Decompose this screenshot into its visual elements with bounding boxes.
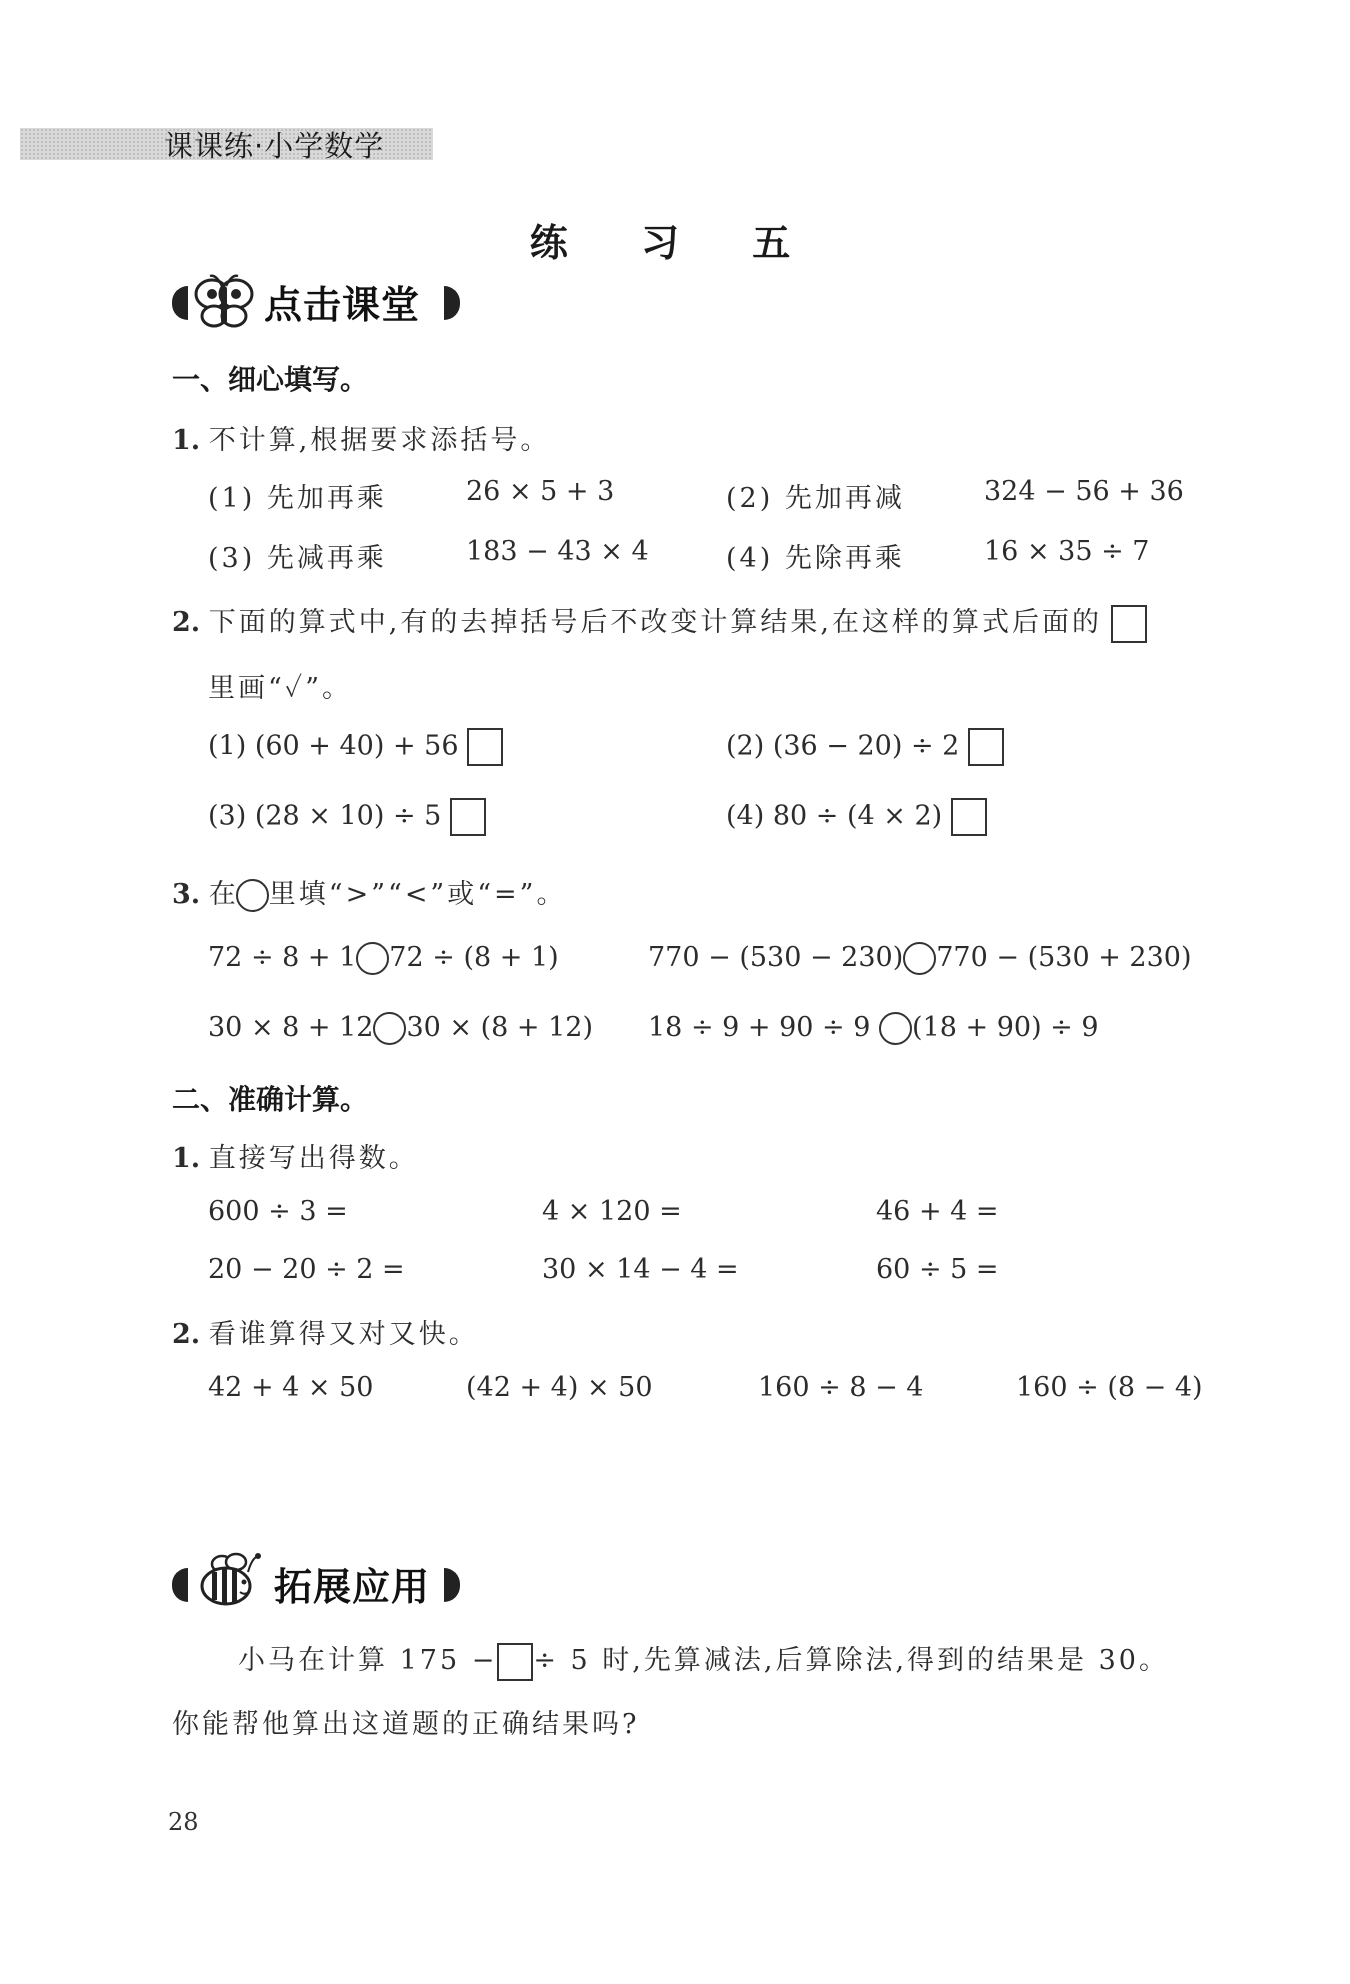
compare-pair [648,942,1192,975]
q-text-a: 在 [208,879,236,910]
q-number: 2. [172,1319,201,1350]
q-text: 直接写出得数。 [208,1143,419,1174]
calc-item: 600 ÷ 3 = [208,1196,348,1227]
part2-heading: 二、准确计算。 [172,1083,369,1116]
butterfly-icon [192,272,256,332]
p2-q2-stem [172,1312,479,1351]
badge-right-cap [444,1568,460,1602]
q2-expr: (4) 80 ÷ (4 × 2) [726,800,943,832]
compare-pair [648,1012,1099,1045]
q1-item-expr: 16 × 35 ÷ 7 [984,536,1150,567]
page-number: 28 [168,1808,199,1836]
answer-box[interactable] [1111,605,1147,643]
q1-item-expr: 324 − 56 + 36 [984,476,1184,507]
compare-circle[interactable] [903,942,936,975]
compare-left: 72 ÷ 8 + 1 [208,942,357,973]
q1-item-label: (3) 先减再乘 [208,543,387,574]
q-number: 3. [172,879,201,910]
q-number: 1. [172,1143,201,1174]
check-box[interactable] [968,728,1004,766]
calc-item: 160 ÷ 8 − 4 [758,1372,924,1403]
q-text: 不计算,根据要求添括号。 [208,425,551,456]
q1-item-label: (1) 先加再乘 [208,483,387,514]
badge-left-cap [172,286,188,320]
page-title: 练 习 五 [529,221,821,265]
q-text: 下面的算式中,有的去掉括号后不改变计算结果,在这样的算式后面的 [208,607,1102,638]
q3-stem [172,872,566,912]
badge-left-cap [172,1568,188,1602]
header-title: 课课练·小学数学 [164,129,385,163]
unknown-box[interactable] [497,1643,533,1681]
circle-icon [236,879,269,912]
q-number: 1. [172,425,201,456]
compare-right: 30 × (8 + 12) [406,1012,594,1043]
calc-item: 60 ÷ 5 = [876,1254,999,1285]
q2-item [726,798,987,836]
calc-item: 20 − 20 ÷ 2 = [208,1254,405,1285]
compare-right: 72 ÷ (8 + 1) [389,942,559,973]
q1-item-expr: 183 − 43 × 4 [466,536,649,567]
compare-pair [208,942,559,975]
calc-item: (42 + 4) × 50 [466,1372,653,1403]
compare-right: (18 + 90) ÷ 9 [912,1012,1099,1043]
compare-pair [208,1012,593,1045]
compare-circle[interactable] [879,1012,912,1045]
q-number: 2. [172,607,201,638]
calc-item: 30 × 14 − 4 = [542,1254,739,1285]
q-text: 看谁算得又对又快。 [208,1319,479,1350]
bee-icon [192,1550,264,1610]
calc-item: 42 + 4 × 50 [208,1372,374,1403]
calc-item: 160 ÷ (8 − 4) [1016,1372,1203,1403]
extension-line2: 你能帮他算出这道题的正确结果吗? [172,1709,640,1740]
p2-q1-stem [172,1136,419,1175]
q2-stem-line2: 里画“✓”。 [208,673,353,704]
check-box[interactable] [450,798,486,836]
compare-circle[interactable] [373,1012,406,1045]
check-box[interactable] [467,728,503,766]
q1-item-label: (2) 先加再减 [726,483,905,514]
q2-expr: (3) (28 × 10) ÷ 5 [208,800,442,832]
badge-label: 点击课堂 [264,283,421,327]
section-badge-click-class [172,272,472,327]
q1-item-expr: 26 × 5 + 3 [466,476,615,507]
compare-circle[interactable] [356,942,389,975]
q2-expr: (2) (36 − 20) ÷ 2 [726,730,960,762]
q2-item [208,728,503,766]
q2-item [208,798,486,836]
compare-left: 18 ÷ 9 + 90 ÷ 9 [648,1012,871,1043]
q1-stem [172,418,550,457]
compare-right: 770 − (530 + 230) [936,942,1192,973]
compare-left: 770 − (530 − 230) [648,942,904,973]
extension-text-b: ÷ 5 时,先算减法,后算除法,得到的结果是 30。 [533,1645,1169,1676]
q2-item [726,728,1004,766]
calc-item: 4 × 120 = [542,1196,682,1227]
q1-item-label: (4) 先除再乘 [726,543,905,574]
badge-right-cap [444,286,460,320]
extension-text-a: 小马在计算 175 − [238,1645,498,1676]
calc-item: 46 + 4 = [876,1196,999,1227]
extension-line1 [238,1638,1169,1681]
check-box[interactable] [951,798,987,836]
q-text-b: 里填“>”“<”或“=”。 [268,879,567,910]
badge-label: 拓展应用 [274,1565,431,1609]
part1-heading: 一、细心填写。 [172,363,369,396]
q2-stem [172,600,1147,643]
q2-expr: (1) (60 + 40) + 56 [208,730,459,762]
compare-left: 30 × 8 + 12 [208,1012,374,1043]
section-badge-extension [172,1554,472,1609]
